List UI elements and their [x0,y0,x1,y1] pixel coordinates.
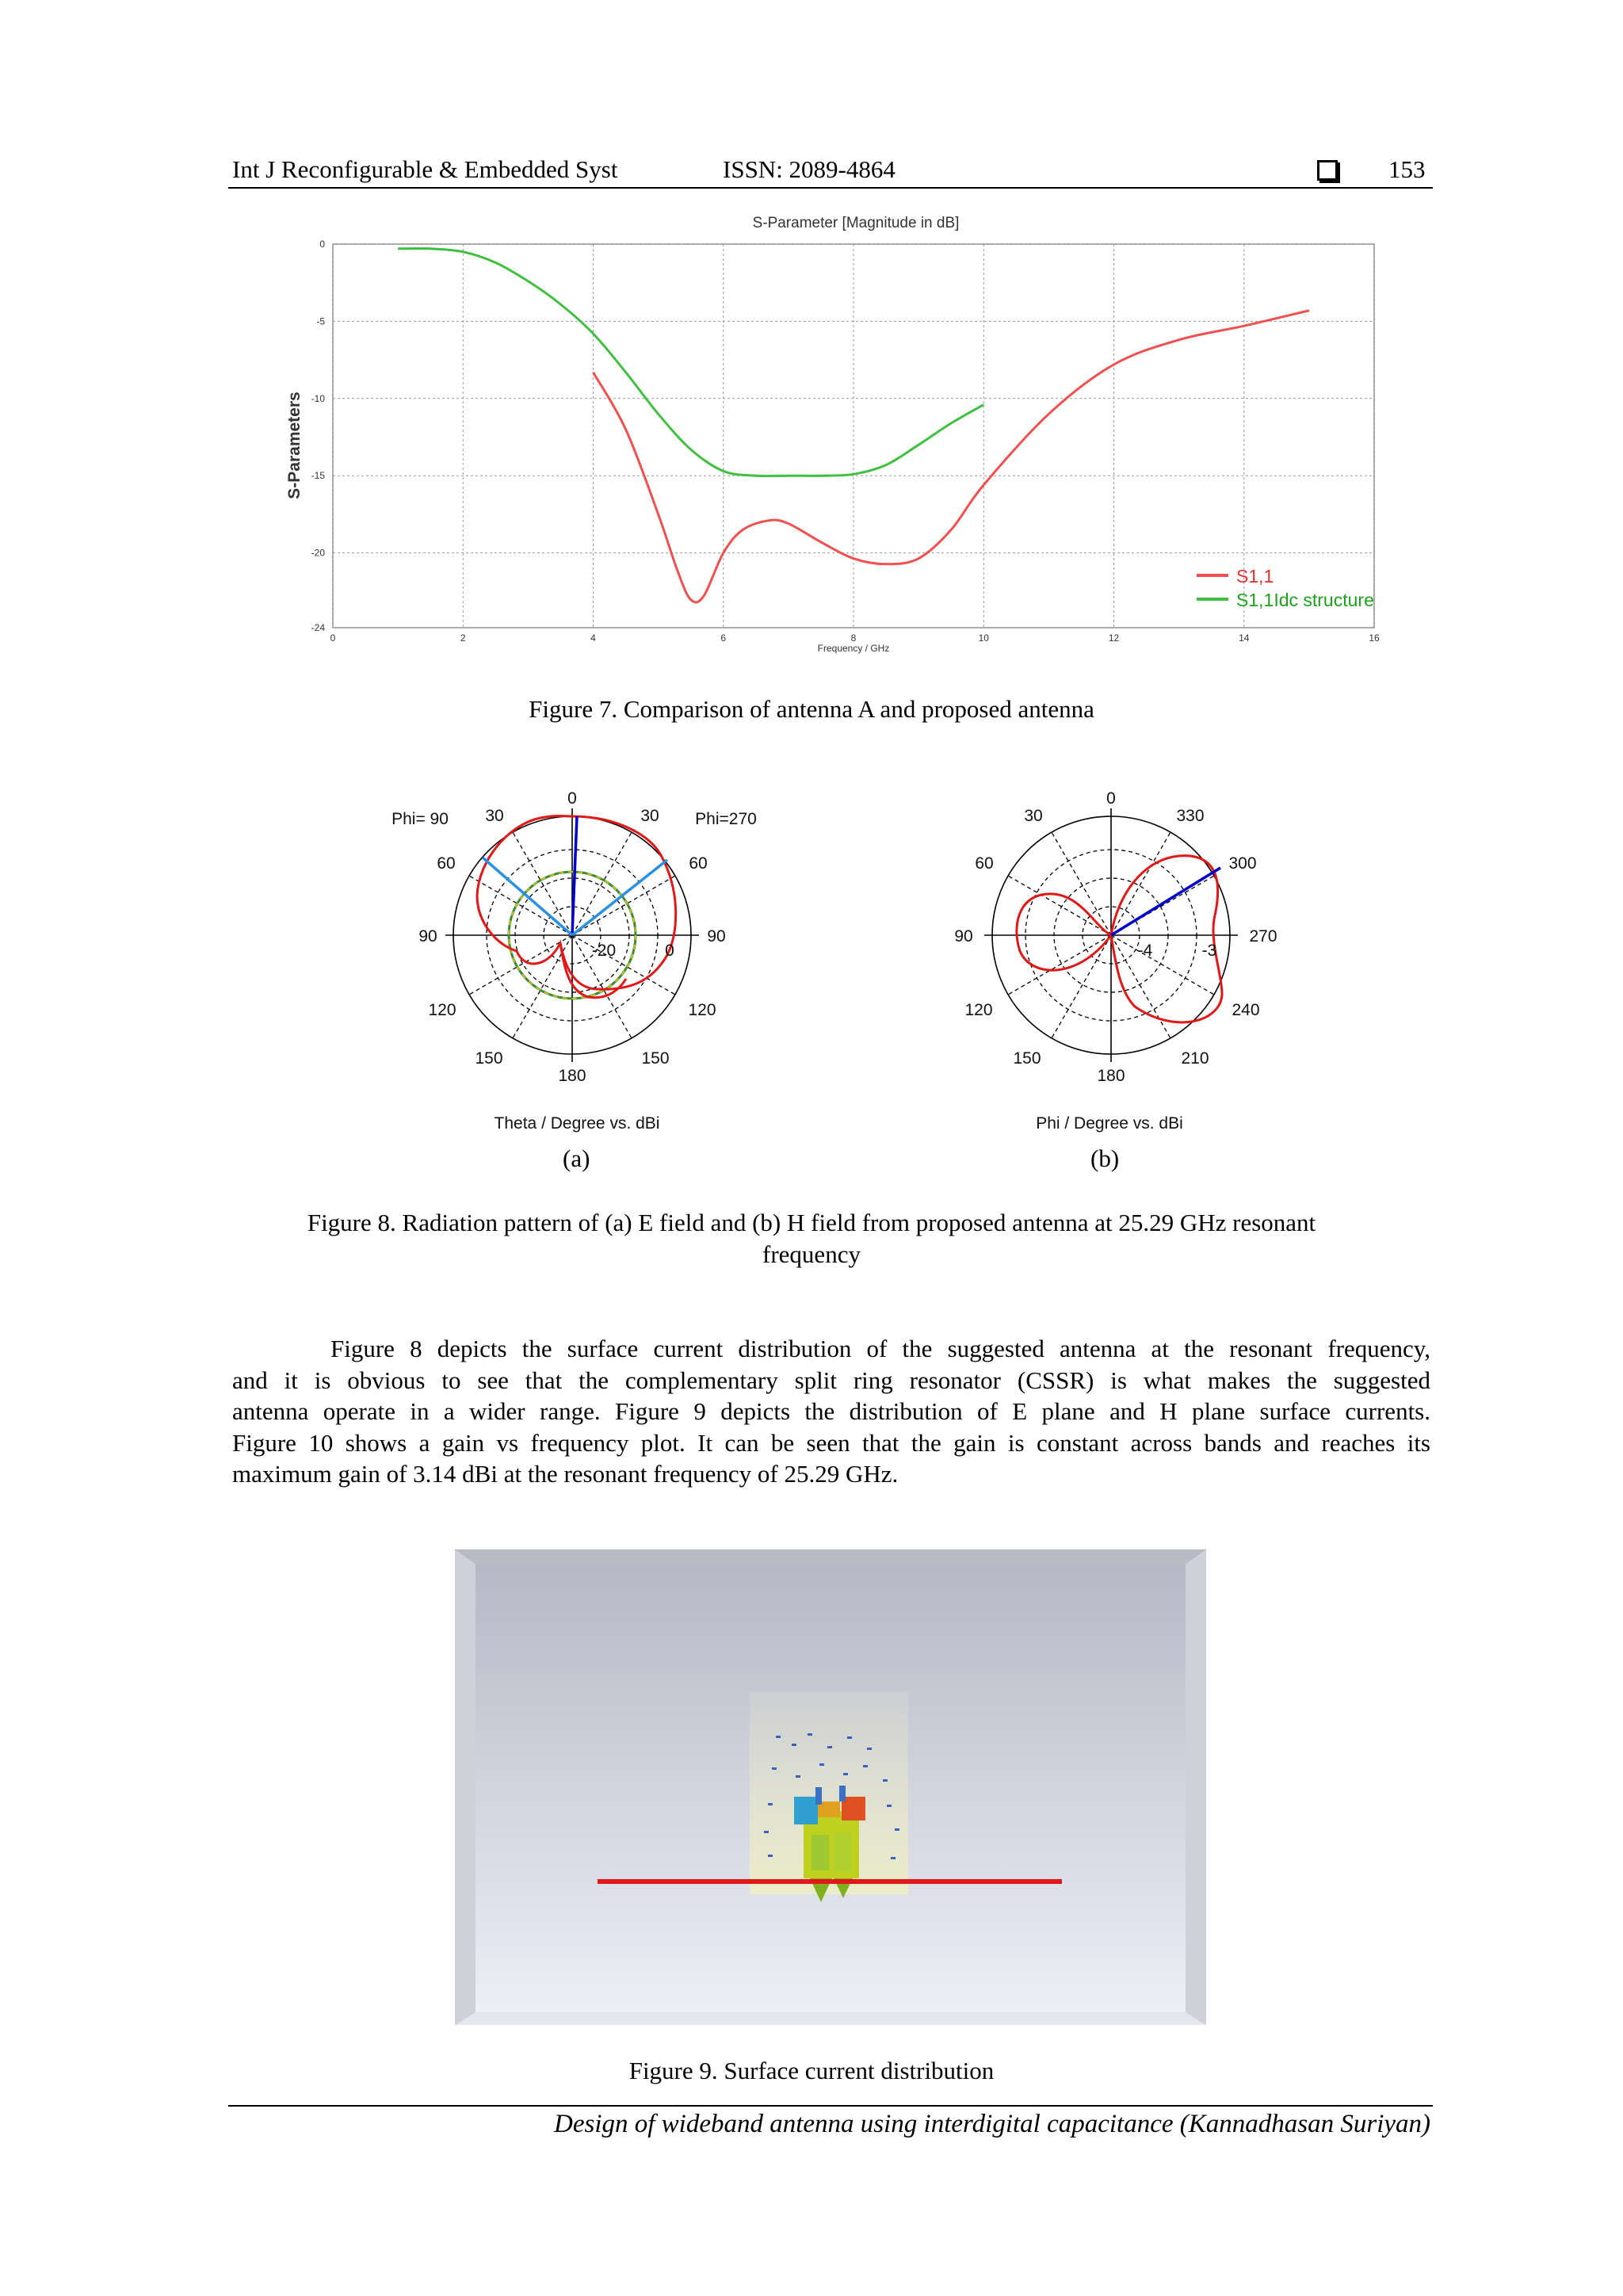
figure8b-polar-plot [935,781,1300,1145]
angle-label: 150 [1013,1049,1041,1068]
series-line-1 [398,249,983,476]
phi-left-label: Phi= 90 [391,810,449,828]
main-lobe-marker [1111,868,1220,935]
angle-label: 90 [707,927,726,946]
paragraph-line: antenna operate in a wider range. Figure 9 depicts the distribution of E plane and H plane surface currents. [232,1397,1430,1425]
polar-spoke [1052,935,1111,1038]
angle-label: 180 [558,1067,586,1085]
x-tick-label: 12 [1108,632,1120,644]
figure8-caption-line1: Figure 8. Radiation pattern of (a) E field and (b) H field from proposed antenna at 25.29 GHz resonant [307,1209,1316,1236]
polar-spoke [1111,832,1170,935]
angle-label: 60 [689,854,708,873]
angle-label: 0 [567,789,577,808]
y-tick-labels [311,239,326,633]
legend-label-s11: S1,1 [1236,566,1274,586]
polar-spoke [469,876,572,935]
x-tick-label: 2 [460,632,466,644]
polar-spoke [513,832,572,935]
frame-top-bevel [455,1549,1206,1564]
angle-label: 30 [640,807,659,825]
y-tick-label: -15 [311,470,325,482]
page-number: 153 [1388,155,1426,183]
angle-label: 150 [641,1049,670,1068]
x-tick-label: 8 [850,632,857,644]
radial-label: -20 [591,942,617,960]
y-tick-label: -24 [311,622,325,633]
figure9-image [455,1549,1206,2025]
phi-right-label: Phi=270 [695,810,757,828]
header-rule [228,187,1433,189]
figure8a-sublabel: (a) [563,1144,590,1172]
figure7-caption: Figure 7. Comparison of antenna A and proposed antenna [529,695,1094,723]
x-tick-label: 0 [330,632,336,644]
journal-name: Int J Reconfigurable & Embedded Syst [232,155,618,183]
angle-label: 60 [975,854,994,873]
issn: ISSN: 2089-4864 [723,155,896,183]
x-tick-label: 14 [1239,632,1250,644]
polar-spoke [572,876,675,935]
x-tick-label: 4 [590,632,596,644]
angle-label: 330 [1176,807,1205,825]
main-lobe-marker [572,816,577,935]
square-icon [1317,160,1338,181]
angle-label: 120 [428,1001,456,1019]
figure8a-polar-plot [372,781,785,1145]
angle-label: 210 [1181,1049,1209,1068]
figure9-caption: Figure 9. Surface current distribution [628,2057,995,2084]
angle-label: 30 [1024,807,1043,825]
chart-grid [333,244,1374,628]
paragraph-line: maximum gain of 3.14 dBi at the resonant frequency of 25.29 GHz. [232,1460,899,1488]
ground-plane [598,1879,1062,1884]
paragraph-line: and it is obvious to see that the complementary split ring resonator (CSSR) is what makes the suggested [232,1366,1430,1394]
angle-label: 30 [485,807,504,825]
x-tick-label: 10 [978,632,989,644]
radial-label: -4 [1137,942,1153,960]
frame-left-bevel [455,1549,475,2025]
angle-label: 150 [475,1049,503,1068]
angle-label: 120 [688,1001,716,1019]
x-tick-label: 16 [1369,632,1380,644]
red-pattern [1017,856,1222,1022]
y-axis-label: S-Parameters [285,392,304,499]
chart-title: S-Parameter [Magnitude in dB] [752,215,960,231]
angle-label: 270 [1249,927,1277,946]
angle-label: 60 [437,854,456,873]
angle-label: 120 [964,1001,993,1019]
polar-spoke [1008,935,1111,995]
figure7-chart [269,208,1395,667]
angle-label: 90 [418,927,437,946]
figure8b-sublabel: (b) [1090,1144,1120,1172]
angle-label: 240 [1232,1001,1260,1019]
x-tick-labels [330,632,1380,644]
x-tick-label: 6 [720,632,727,644]
polar-spoke [469,935,572,995]
radial-label: 0 [665,942,674,960]
polar-xlabel: Phi / Degree vs. dBi [1036,1114,1183,1133]
x-axis-label: Frequency / GHz [817,643,890,654]
polar-spoke [1111,935,1214,995]
legend-label-idc: S1,1Idc structure [1236,590,1374,610]
polar-spoke [572,832,632,935]
y-tick-label: -5 [316,315,325,327]
angle-label: 180 [1097,1067,1125,1085]
y-tick-label: -10 [311,392,325,404]
frame-bottom-bevel [455,2012,1206,2025]
polar-xlabel: Theta / Degree vs. dBi [494,1114,660,1133]
polar-spoke [513,935,572,1038]
y-tick-label: -20 [311,547,325,559]
polar-spoke [1052,832,1111,935]
body-paragraph [232,1333,1430,1490]
angle-label: 300 [1228,854,1257,873]
beamwidth-marker [572,860,667,935]
paragraph-line: Figure 10 shows a gain vs frequency plot. It can be seen that the gain is constant across bands and reaches its [232,1428,1430,1457]
figure8-caption-line2: frequency [762,1240,861,1268]
y-tick-label: 0 [319,239,325,250]
frame-right-bevel [1186,1549,1206,2025]
legend [1197,566,1374,610]
radial-label: -3 [1201,942,1217,960]
footer-text: Design of wideband antenna using interdigital capacitance (Kannadhasan Suriyan) [554,2110,1430,2138]
angle-label: 0 [1106,789,1116,808]
paragraph-line: Figure 8 depicts the surface current distribution of the suggested antenna at the resonant frequency, [330,1335,1430,1362]
footer-rule [228,2105,1433,2107]
angle-label: 90 [954,927,973,946]
